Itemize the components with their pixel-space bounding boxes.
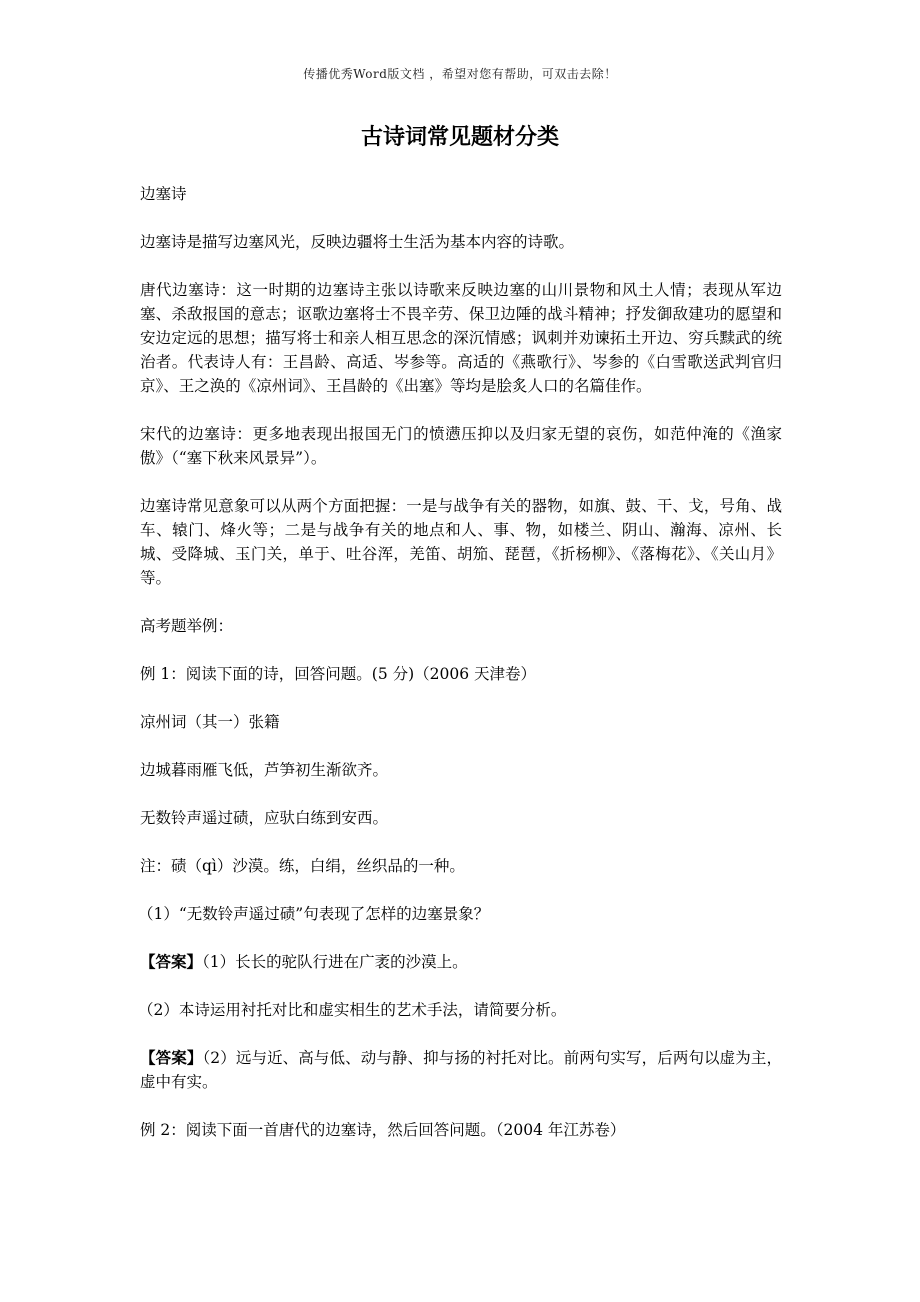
exam-examples-heading: 高考题举例：	[140, 617, 234, 635]
document-title: 古诗词常见题材分类	[360, 124, 559, 150]
poem-note: 注：碛（qì）沙漠。练，白绢，丝织品的一种。	[140, 857, 465, 875]
example-1-prompt: 例 1：阅读下面的诗，回答问题。(5 分)（2006 天津卷）	[140, 665, 537, 683]
answer-label: 【答案】	[140, 1048, 203, 1067]
answer-2-text: （2）远与近、高与低、动与静、抑与扬的衬托对比。前两句实写，后两句以虚为主，虚中有实。	[140, 1049, 782, 1091]
example-2-prompt: 例 2：阅读下面一首唐代的边塞诗，然后回答问题。（2004 年江苏卷）	[140, 1121, 626, 1139]
definition-paragraph: 边塞诗是描写边塞风光，反映边疆将士生活为基本内容的诗歌。	[140, 233, 575, 251]
document-body	[140, 182, 782, 1166]
poem-line-2: 无数铃声遥过碛，应驮白练到安西。	[140, 809, 389, 827]
imagery-paragraph: 边塞诗常见意象可以从两个方面把握：一是与战争有关的器物，如旗、鼓、干、戈，号角、战车、辕门、烽火等；二是与战争有关的地点和人、事、物，如楼兰、阴山、瀚海、凉州、长城、受降城、玉门关，单于、吐谷浑，羌笛、胡笳、琵琶，《折杨柳》、《落梅花》、《关山月》等。	[140, 497, 782, 587]
question-1: （1）“无数铃声遥过碛”句表现了怎样的边塞景象？	[138, 905, 490, 923]
poem-title: 凉州词（其一）张籍	[140, 713, 280, 731]
watermark-header: 传播优秀Word版文档 ，希望对您有帮助，可双击去除！	[303, 67, 617, 81]
question-2: （2）本诗运用衬托对比和虚实相生的艺术手法，请简要分析。	[138, 1001, 567, 1019]
answer-1-text: （1）长长的驼队行进在广袤的沙漠上。	[202, 953, 468, 971]
answer-label: 【答案】	[140, 952, 203, 971]
answer-1	[140, 950, 782, 974]
poem-line-1: 边城暮雨雁飞低，芦笋初生渐欲齐。	[140, 761, 389, 779]
song-paragraph: 宋代的边塞诗：更多地表现出报国无门的愤懑压抑以及归家无望的哀伤，如范仲淹的《渔家傲》（“塞下秋来风景异”）。	[140, 425, 782, 467]
answer-2	[140, 1046, 782, 1094]
section-heading: 边塞诗	[140, 185, 187, 203]
tang-paragraph: 唐代边塞诗：这一时期的边塞诗主张以诗歌来反映边塞的山川景物和风土人情；表现从军边塞、杀敌报国的意志；讴歌边塞将士不畏辛劳、保卫边陲的战斗精神；抒发御敌建功的愿望和安边定远的思想；描写将士和亲人相互思念的深沉情感；讽刺并劝谏拓土开边、穷兵黩武的统治者。代表诗人有：王昌龄、高适、岑参等。高适的《燕歌行》、岑参的《白雪歌送武判官归京》、王之涣的《凉州词》、王昌龄的《出塞》等均是脍炙人口的名篇佳作。	[140, 281, 782, 395]
